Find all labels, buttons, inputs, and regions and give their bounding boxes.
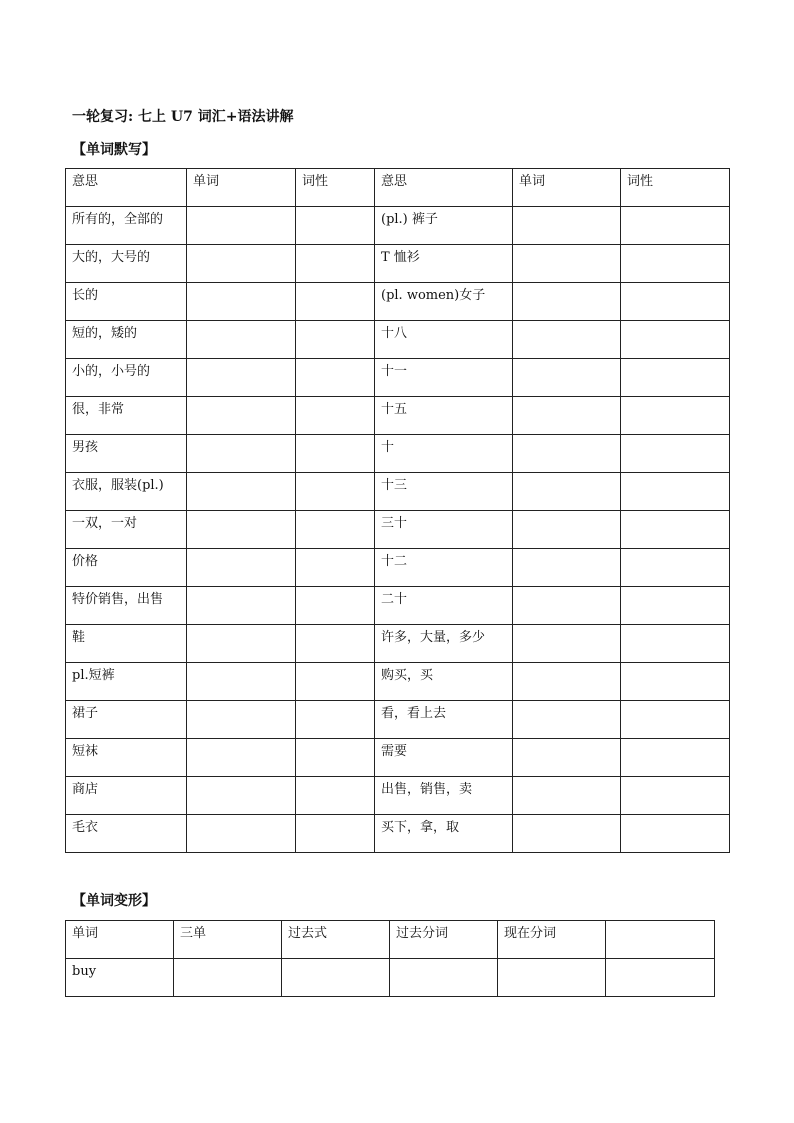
word-answer-cell[interactable] xyxy=(187,435,296,473)
table-row xyxy=(66,207,730,245)
meaning-cell: 毛衣 xyxy=(66,815,187,853)
word-answer-cell[interactable] xyxy=(187,739,296,777)
part-of-speech-answer-cell[interactable] xyxy=(621,511,730,549)
table-row xyxy=(66,701,730,739)
table-row xyxy=(66,283,730,321)
table-row xyxy=(66,625,730,663)
part-of-speech-answer-cell[interactable] xyxy=(621,815,730,853)
word-answer-cell[interactable] xyxy=(513,511,621,549)
column-header xyxy=(606,921,715,959)
meaning-cell: 需要 xyxy=(375,739,513,777)
part-of-speech-answer-cell[interactable] xyxy=(621,359,730,397)
part-of-speech-answer-cell[interactable] xyxy=(621,473,730,511)
part-of-speech-answer-cell[interactable] xyxy=(621,397,730,435)
meaning-cell: 大的，大号的 xyxy=(66,245,187,283)
form-answer-cell[interactable] xyxy=(282,959,390,997)
meaning-cell: 鞋 xyxy=(66,625,187,663)
section-label-word-forms: 【单词变形】 xyxy=(72,893,156,909)
word-answer-cell[interactable] xyxy=(513,815,621,853)
column-header: 单词 xyxy=(187,169,296,207)
word-answer-cell[interactable] xyxy=(513,701,621,739)
part-of-speech-answer-cell[interactable] xyxy=(296,283,375,321)
table-row xyxy=(66,435,730,473)
meaning-cell: 十 xyxy=(375,435,513,473)
meaning-cell: 十二 xyxy=(375,549,513,587)
table-row xyxy=(66,511,730,549)
part-of-speech-answer-cell[interactable] xyxy=(621,587,730,625)
table-row xyxy=(66,587,730,625)
table-row xyxy=(66,321,730,359)
table-row xyxy=(66,473,730,511)
meaning-cell: (pl. women)女子 xyxy=(375,283,513,321)
meaning-cell: 看，看上去 xyxy=(375,701,513,739)
part-of-speech-answer-cell[interactable] xyxy=(296,815,375,853)
meaning-cell: 十八 xyxy=(375,321,513,359)
column-header: 单词 xyxy=(513,169,621,207)
part-of-speech-answer-cell[interactable] xyxy=(296,321,375,359)
meaning-cell: 衣服，服装(pl.) xyxy=(66,473,187,511)
part-of-speech-answer-cell[interactable] xyxy=(296,435,375,473)
word-answer-cell[interactable] xyxy=(187,549,296,587)
meaning-cell: 长的 xyxy=(66,283,187,321)
column-header: 三单 xyxy=(174,921,282,959)
meaning-cell: (pl.) 裤子 xyxy=(375,207,513,245)
table-row xyxy=(66,815,730,853)
word-answer-cell[interactable] xyxy=(513,207,621,245)
word-answer-cell[interactable] xyxy=(187,587,296,625)
word-answer-cell[interactable] xyxy=(513,245,621,283)
section-label-vocab: 【单词默写】 xyxy=(72,142,156,158)
meaning-cell: pl.短裤 xyxy=(66,663,187,701)
meaning-cell: 三十 xyxy=(375,511,513,549)
part-of-speech-answer-cell[interactable] xyxy=(621,245,730,283)
part-of-speech-answer-cell[interactable] xyxy=(621,777,730,815)
vocab-dictation-table xyxy=(65,168,730,853)
part-of-speech-answer-cell[interactable] xyxy=(621,435,730,473)
column-header: 意思 xyxy=(66,169,187,207)
meaning-cell: 二十 xyxy=(375,587,513,625)
part-of-speech-answer-cell[interactable] xyxy=(621,549,730,587)
word-answer-cell[interactable] xyxy=(513,777,621,815)
form-answer-cell[interactable] xyxy=(390,959,498,997)
meaning-cell: 特价销售，出售 xyxy=(66,587,187,625)
word-answer-cell[interactable] xyxy=(187,663,296,701)
column-header: 意思 xyxy=(375,169,513,207)
meaning-cell: 十三 xyxy=(375,473,513,511)
meaning-cell: 商店 xyxy=(66,777,187,815)
meaning-cell: 十五 xyxy=(375,397,513,435)
table-header-row xyxy=(66,169,730,207)
word-answer-cell[interactable] xyxy=(513,549,621,587)
part-of-speech-answer-cell[interactable] xyxy=(296,739,375,777)
part-of-speech-answer-cell[interactable] xyxy=(296,587,375,625)
part-of-speech-answer-cell[interactable] xyxy=(296,397,375,435)
form-answer-cell[interactable] xyxy=(174,959,282,997)
word-answer-cell[interactable] xyxy=(513,739,621,777)
word-answer-cell[interactable] xyxy=(187,321,296,359)
meaning-cell: 小的，小号的 xyxy=(66,359,187,397)
table-row xyxy=(66,959,715,997)
column-header: 单词 xyxy=(66,921,174,959)
table-row xyxy=(66,777,730,815)
column-header: 词性 xyxy=(621,169,730,207)
part-of-speech-answer-cell[interactable] xyxy=(621,663,730,701)
word-answer-cell[interactable] xyxy=(513,321,621,359)
word-answer-cell[interactable] xyxy=(513,625,621,663)
word-answer-cell[interactable] xyxy=(513,283,621,321)
meaning-cell: 出售，销售，卖 xyxy=(375,777,513,815)
column-header: 过去式 xyxy=(282,921,390,959)
part-of-speech-answer-cell[interactable] xyxy=(296,473,375,511)
word-answer-cell[interactable] xyxy=(187,397,296,435)
base-word-cell: buy xyxy=(66,959,174,997)
word-answer-cell[interactable] xyxy=(187,625,296,663)
word-answer-cell[interactable] xyxy=(187,815,296,853)
meaning-cell: 购买，买 xyxy=(375,663,513,701)
table-row xyxy=(66,549,730,587)
meaning-cell: 十一 xyxy=(375,359,513,397)
part-of-speech-answer-cell[interactable] xyxy=(296,549,375,587)
table-row xyxy=(66,397,730,435)
part-of-speech-answer-cell[interactable] xyxy=(621,207,730,245)
meaning-cell: T 恤衫 xyxy=(375,245,513,283)
form-answer-cell[interactable] xyxy=(498,959,606,997)
table-row xyxy=(66,245,730,283)
part-of-speech-answer-cell[interactable] xyxy=(296,777,375,815)
table-row xyxy=(66,739,730,777)
word-answer-cell[interactable] xyxy=(187,777,296,815)
word-answer-cell[interactable] xyxy=(513,359,621,397)
part-of-speech-answer-cell[interactable] xyxy=(296,245,375,283)
word-answer-cell[interactable] xyxy=(513,663,621,701)
part-of-speech-answer-cell[interactable] xyxy=(621,625,730,663)
meaning-cell: 买下，拿，取 xyxy=(375,815,513,853)
column-header: 词性 xyxy=(296,169,375,207)
meaning-cell: 许多，大量，多少 xyxy=(375,625,513,663)
meaning-cell: 价格 xyxy=(66,549,187,587)
form-answer-cell[interactable] xyxy=(606,959,715,997)
word-answer-cell[interactable] xyxy=(187,283,296,321)
meaning-cell: 男孩 xyxy=(66,435,187,473)
table-header-row xyxy=(66,921,715,959)
part-of-speech-answer-cell[interactable] xyxy=(296,511,375,549)
meaning-cell: 裙子 xyxy=(66,701,187,739)
word-answer-cell[interactable] xyxy=(187,245,296,283)
table-row xyxy=(66,359,730,397)
part-of-speech-answer-cell[interactable] xyxy=(621,283,730,321)
part-of-speech-answer-cell[interactable] xyxy=(296,207,375,245)
meaning-cell: 短袜 xyxy=(66,739,187,777)
part-of-speech-answer-cell[interactable] xyxy=(621,739,730,777)
word-answer-cell[interactable] xyxy=(513,397,621,435)
word-answer-cell[interactable] xyxy=(187,359,296,397)
part-of-speech-answer-cell[interactable] xyxy=(296,625,375,663)
word-answer-cell[interactable] xyxy=(187,701,296,739)
meaning-cell: 短的，矮的 xyxy=(66,321,187,359)
word-answer-cell[interactable] xyxy=(513,435,621,473)
column-header: 过去分词 xyxy=(390,921,498,959)
part-of-speech-answer-cell[interactable] xyxy=(621,321,730,359)
part-of-speech-answer-cell[interactable] xyxy=(621,701,730,739)
word-answer-cell[interactable] xyxy=(187,473,296,511)
meaning-cell: 所有的，全部的 xyxy=(66,207,187,245)
word-answer-cell[interactable] xyxy=(513,587,621,625)
word-answer-cell[interactable] xyxy=(187,511,296,549)
word-answer-cell[interactable] xyxy=(187,207,296,245)
part-of-speech-answer-cell[interactable] xyxy=(296,663,375,701)
part-of-speech-answer-cell[interactable] xyxy=(296,701,375,739)
word-forms-table xyxy=(65,920,715,997)
part-of-speech-answer-cell[interactable] xyxy=(296,359,375,397)
column-header: 现在分词 xyxy=(498,921,606,959)
word-answer-cell[interactable] xyxy=(513,473,621,511)
meaning-cell: 一双，一对 xyxy=(66,511,187,549)
table-row xyxy=(66,663,730,701)
meaning-cell: 很，非常 xyxy=(66,397,187,435)
page-title: 一轮复习: 七上 U7 词汇+语法讲解 xyxy=(72,109,294,125)
